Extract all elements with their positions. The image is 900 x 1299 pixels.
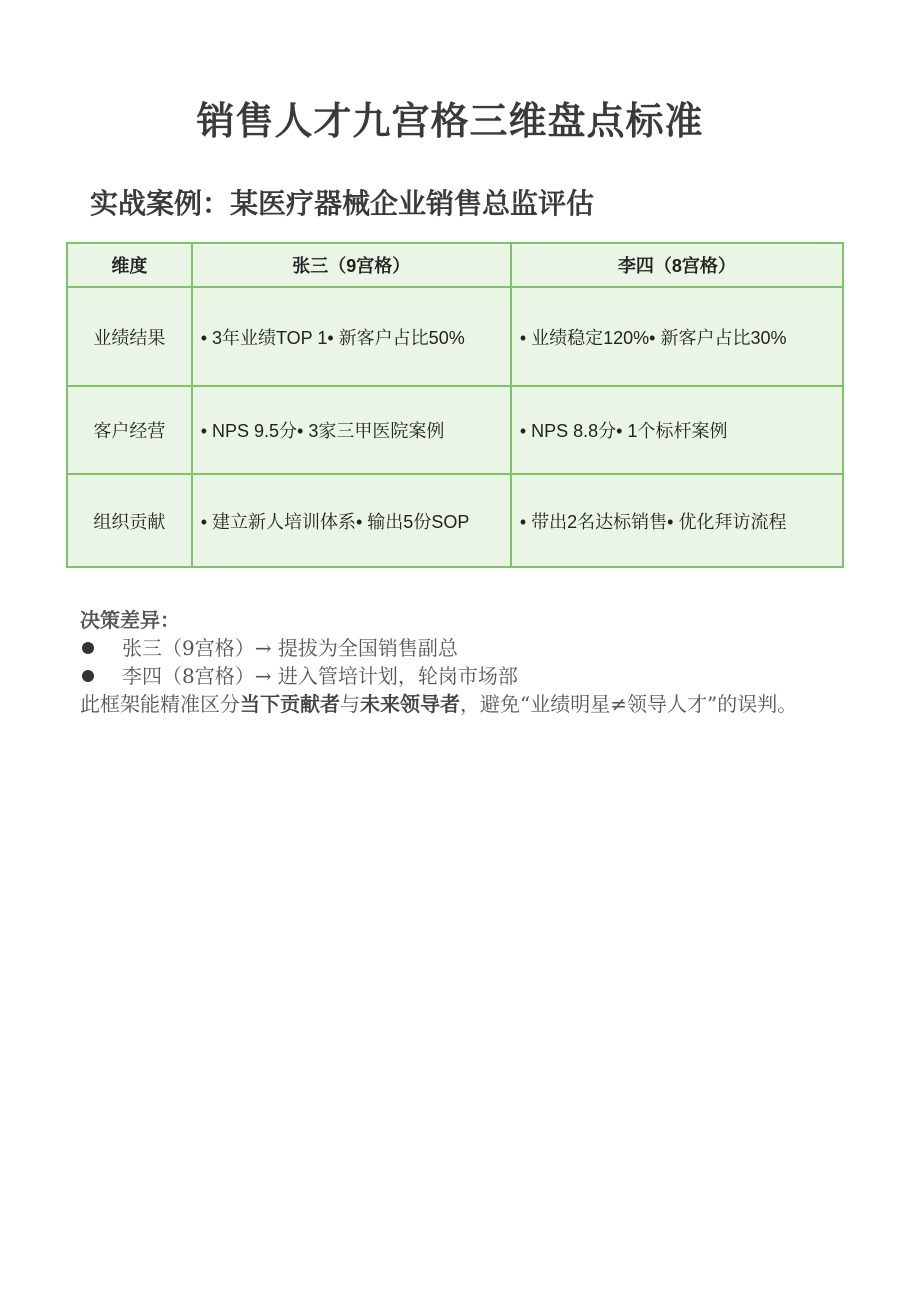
zhangsan-cell: • 建立新人培训体系• 输出5份SOP xyxy=(192,474,511,567)
decision-bullet-text: 张三（9宫格）→ 提拔为全国销售副总 xyxy=(122,636,458,660)
column-header-zhangsan: 张三（9宫格） xyxy=(192,243,511,287)
table-row xyxy=(67,474,843,567)
summary-mid: 与 xyxy=(340,692,360,716)
dimension-cell: 业绩结果 xyxy=(67,287,192,386)
decision-heading: 决策差异： xyxy=(80,608,180,632)
summary-suffix: ，避免“业绩明星≠领导人才”的误判。 xyxy=(460,692,798,716)
dimension-cell: 组织贡献 xyxy=(67,474,192,567)
zhangsan-cell: • 3年业绩TOP 1• 新客户占比50% xyxy=(192,287,511,386)
lisi-cell: • NPS 8.8分• 1个标杆案例 xyxy=(511,386,843,474)
page-title: 销售人才九宫格三维盘点标准 xyxy=(196,99,704,143)
summary-bold-current: 当下贡献者 xyxy=(240,692,340,716)
summary-prefix: 此框架能精准区分 xyxy=(80,692,240,716)
table-row xyxy=(67,287,843,386)
summary-bold-future: 未来领导者 xyxy=(360,692,460,716)
column-header-dimension: 维度 xyxy=(67,243,192,287)
table-header-row xyxy=(67,243,843,287)
list-item xyxy=(80,662,810,690)
lisi-cell: • 带出2名达标销售• 优化拜访流程 xyxy=(511,474,843,567)
decision-section xyxy=(80,606,810,718)
list-item xyxy=(80,634,810,662)
decision-summary xyxy=(80,690,810,718)
evaluation-table xyxy=(66,242,844,568)
bullet-dot-icon xyxy=(82,642,94,654)
zhangsan-cell: • NPS 9.5分• 3家三甲医院案例 xyxy=(192,386,511,474)
dimension-cell: 客户经营 xyxy=(67,386,192,474)
section-title: 实战案例：某医疗器械企业销售总监评估 xyxy=(90,187,595,220)
bullet-dot-icon xyxy=(82,670,94,682)
lisi-cell: • 业绩稳定120%• 新客户占比30% xyxy=(511,287,843,386)
table-row xyxy=(67,386,843,474)
column-header-lisi: 李四（8宫格） xyxy=(511,243,843,287)
decision-bullet-text: 李四（8宫格）→ 进入管培计划，轮岗市场部 xyxy=(122,664,518,688)
